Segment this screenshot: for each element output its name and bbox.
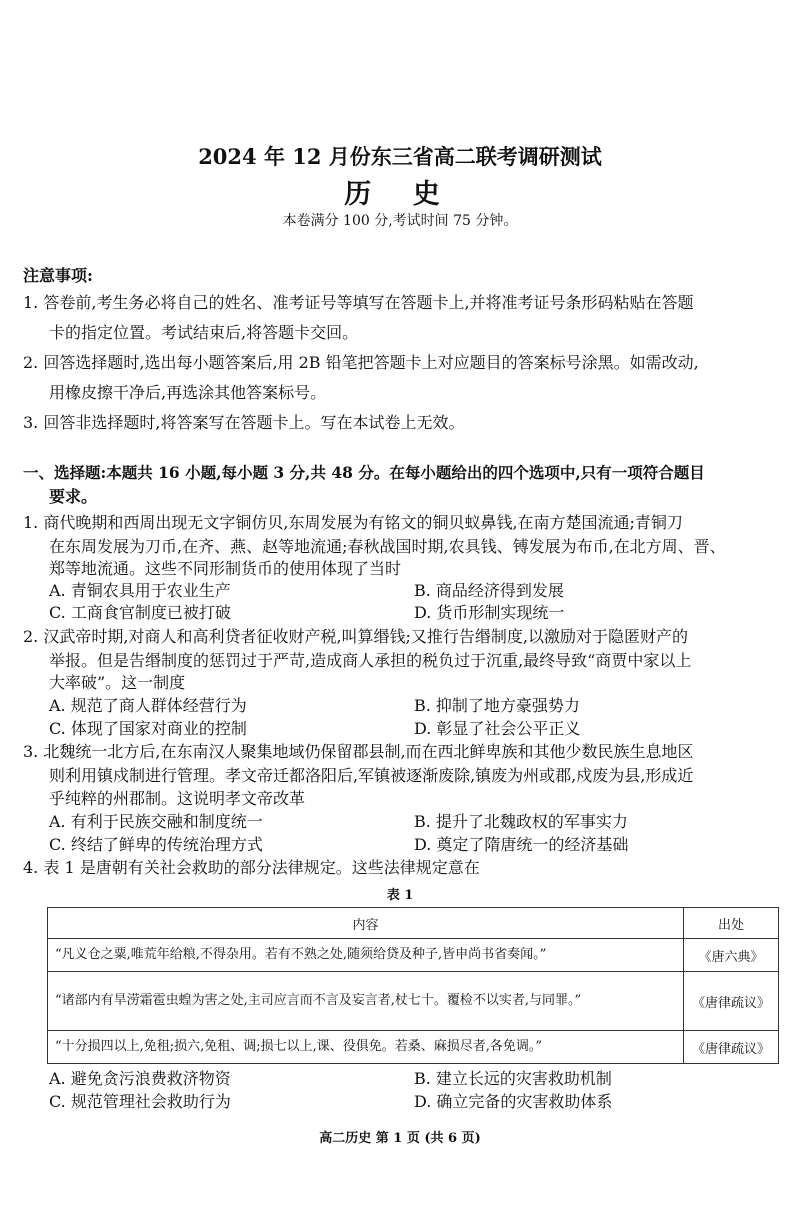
q3-option-a: A. 有利于民族交融和制度统一 — [49, 812, 263, 831]
q4-option-b: B. 建立长远的灾害救助机制 — [414, 1069, 612, 1088]
page-footer: 高二历史 第 1 页 (共 6 页) — [319, 1131, 481, 1146]
q1-option-a: A. 青铜农具用于农业生产 — [49, 581, 231, 600]
table-row — [48, 939, 779, 972]
subject-title: 历 史 — [344, 179, 456, 210]
q3-option-b: B. 提升了北魏政权的军事实力 — [414, 812, 628, 831]
table-header-row — [48, 908, 779, 939]
notice-line: 3. 回答非选择题时,将答案写在答题卡上。写在本试卷上无效。 — [23, 413, 465, 432]
q1-stem: 在东周发展为刀币,在齐、燕、赵等地流通;春秋战国时期,农具钱、镈发展为布币,在北方周、晋、 — [49, 537, 726, 556]
q2-stem: 举报。但是告缗制度的惩罚过于严苛,造成商人承担的税负过于沉重,最终导致“商贾中家以上 — [49, 651, 692, 670]
q2-stem: 2. 汉武帝时期,对商人和高利贷者征收财产税,叫算缗钱;又推行告缗制度,以激励对于隐匿财产的 — [23, 627, 689, 646]
notice-line: 2. 回答选择题时,选出每小题答案后,用 2B 铅笔把答题卡上对应题目的答案标号涂黑。如需改动, — [23, 353, 699, 372]
section-heading: 一、选择题:本题共 16 小题,每小题 3 分,共 48 分。在每小题给出的四个选项中,只有一项符合题目 — [23, 463, 705, 482]
notice-line: 卡的指定位置。考试结束后,将答题卡交回。 — [49, 323, 359, 342]
table-header-content: 内容 — [48, 908, 684, 939]
q3-stem: 则利用镇戍制进行管理。孝文帝迁都洛阳后,军镇被逐渐废除,镇废为州或郡,戍废为县,形成近 — [49, 766, 694, 785]
table-cell-source: 《唐律疏议》 — [684, 972, 779, 1031]
table-cell-source: 《唐六典》 — [684, 939, 779, 972]
q4-option-c: C. 规范管理社会救助行为 — [49, 1092, 231, 1111]
source-table — [47, 907, 779, 1064]
q1-stem: 1. 商代晚期和西周出现无文字铜仿贝,东周发展为有铭文的铜贝蚁鼻钱,在南方楚国流通;青铜刀 — [23, 513, 683, 532]
q3-option-c: C. 终结了鲜卑的传统治理方式 — [49, 835, 263, 854]
q1-option-d: D. 货币形制实现统一 — [414, 603, 565, 622]
table-header-source: 出处 — [684, 908, 779, 939]
table-caption: 表 1 — [386, 888, 414, 903]
q4-option-d: D. 确立完备的灾害救助体系 — [414, 1092, 613, 1111]
q3-stem: 3. 北魏统一北方后,在东南汉人聚集地域仍保留郡县制,而在西北鲜卑族和其他少数民族生息地区 — [23, 742, 694, 761]
q3-stem: 乎纯粹的州郡制。这说明孝文帝改革 — [49, 789, 306, 808]
exam-info: 本卷满分 100 分,考试时间 75 分钟。 — [282, 213, 518, 229]
table-cell-source: 《唐律疏议》 — [684, 1031, 779, 1064]
q4-stem: 4. 表 1 是唐朝有关社会救助的部分法律规定。这些法律规定意在 — [23, 858, 480, 877]
notice-heading: 注意事项: — [23, 266, 93, 285]
q1-option-c: C. 工商食官制度已被打破 — [49, 603, 231, 622]
table-cell-content: “诸部内有旱涝霜雹虫蝗为害之处,主司应言而不言及妄言者,杖七十。覆检不以实者,与同罪。” — [48, 972, 684, 1031]
table-cell-content: “凡义仓之粟,唯荒年给粮,不得杂用。若有不熟之处,随须给贷及种子,皆申尚书省奏闻。” — [48, 939, 684, 972]
q1-option-b: B. 商品经济得到发展 — [414, 581, 564, 600]
q2-option-b: B. 抑制了地方豪强势力 — [414, 696, 580, 715]
notice-line: 1. 答卷前,考生务必将自己的姓名、准考证号等填写在答题卡上,并将准考证号条形码粘贴在答题 — [23, 293, 694, 312]
table-cell-content: “十分损四以上,免租;损六,免租、调;损七以上,课、役俱免。若桑、麻损尽者,各免调。” — [48, 1031, 684, 1064]
q1-stem: 郑等地流通。这些不同形制货币的使用体现了当时 — [49, 559, 402, 578]
table-row — [48, 972, 779, 1031]
section-heading-cont: 要求。 — [49, 487, 98, 506]
q2-stem: 大率破”。这一制度 — [49, 673, 186, 692]
q2-option-a: A. 规范了商人群体经营行为 — [49, 696, 247, 715]
exam-title: 2024 年 12 月份东三省高二联考调研测试 — [198, 144, 602, 169]
q2-option-c: C. 体现了国家对商业的控制 — [49, 719, 247, 738]
q3-option-d: D. 奠定了隋唐统一的经济基础 — [414, 835, 629, 854]
q2-option-d: D. 彰显了社会公平正义 — [414, 719, 581, 738]
q4-option-a: A. 避免贪污浪费救济物资 — [49, 1069, 231, 1088]
notice-line: 用橡皮擦干净后,再选涂其他答案标号。 — [49, 383, 327, 402]
table-row — [48, 1031, 779, 1064]
